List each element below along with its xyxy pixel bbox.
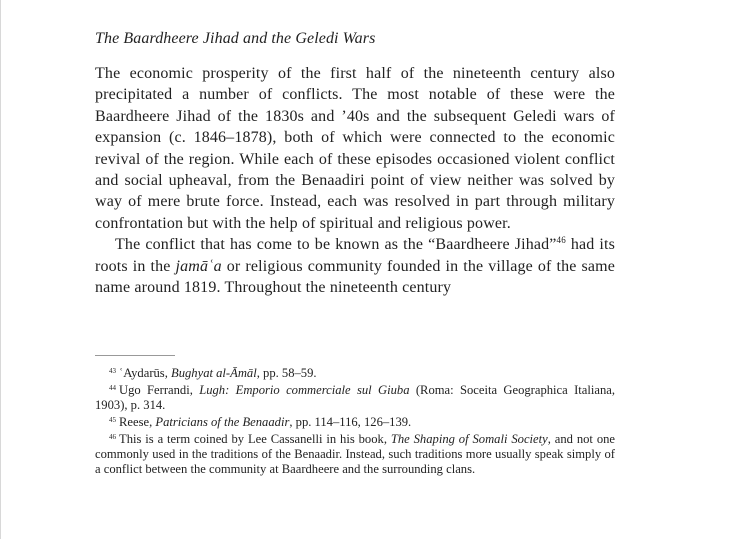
footnote-title: The Shaping of Somali Society xyxy=(390,432,548,446)
footnote-ref-46[interactable]: 46 xyxy=(556,235,566,246)
paragraph-2-italic-term: jamāʿa xyxy=(175,257,222,275)
paragraph-1: The economic prosperity of the first half of the nineteenth century also precipitated a number of conflicts. The most notable of these were the Baardheere Jihad of the 1830s and ’40s and the subsequent Geledi wars of expansion (c. 1846–1878), both of which were connected to the economic revival of the region. While each of these episodes occasioned violent conflict and social upheaval, from the Benaadiri point of view neither was solved by way of mere brute force. Instead, each was resolved in part through military confrontation but with the help of spiritual and religious power. xyxy=(95,65,615,232)
page-edge xyxy=(0,0,1,539)
paragraph-2-after: or religious community founded in the village of the same name around 1819. Throughout the nineteenth century xyxy=(95,257,615,297)
footnote-text: , and not one commonly used in the traditions of the Benaadir. Instead, such traditions more usually speak simply of a conflict between the community at Baardheere and the surrounding clans. xyxy=(95,432,616,476)
footnotes xyxy=(95,366,615,479)
footnote-number: 46 xyxy=(109,433,116,441)
footnote-title: Patricians of the Benaadir xyxy=(155,415,290,429)
footnote-text: Ugo Ferrandi, xyxy=(119,383,200,397)
body-text xyxy=(95,63,615,298)
footnote-title: Bughyat al-Āmāl xyxy=(171,366,257,380)
footnote-text: , pp. 58–59. xyxy=(256,366,317,380)
footnote-number: 44 xyxy=(109,384,116,392)
footnote-number: 43 xyxy=(109,367,116,375)
running-head: The Baardheere Jihad and the Geledi Wars xyxy=(95,30,376,47)
paragraph-2-before-ref: The conflict that has come to be known as the “Baardheere Jihad” xyxy=(115,236,557,254)
footnote-text: , pp. 114–116, 126–139. xyxy=(289,415,412,429)
footnote-44 xyxy=(95,383,615,413)
footnote-43 xyxy=(95,366,615,381)
footnote-title: Lugh: Emporio commerciale sul Giuba xyxy=(199,383,410,397)
footnote-text: This is a term coined by Lee Cassanelli in his book, xyxy=(119,432,391,446)
footnote-45 xyxy=(95,415,615,430)
footnote-rule xyxy=(95,355,175,356)
footnote-46 xyxy=(95,432,615,477)
footnote-text: (Roma: Soceita Geographica Italiana, 1903), p. 314. xyxy=(95,383,615,412)
footnote-text: Reese, xyxy=(119,415,156,429)
paragraph-2 xyxy=(95,234,615,298)
paragraph-2-mid: had its roots in the xyxy=(95,236,615,275)
footnote-number: 45 xyxy=(109,416,116,424)
footnote-text: ʿAydarūs, xyxy=(119,366,172,380)
